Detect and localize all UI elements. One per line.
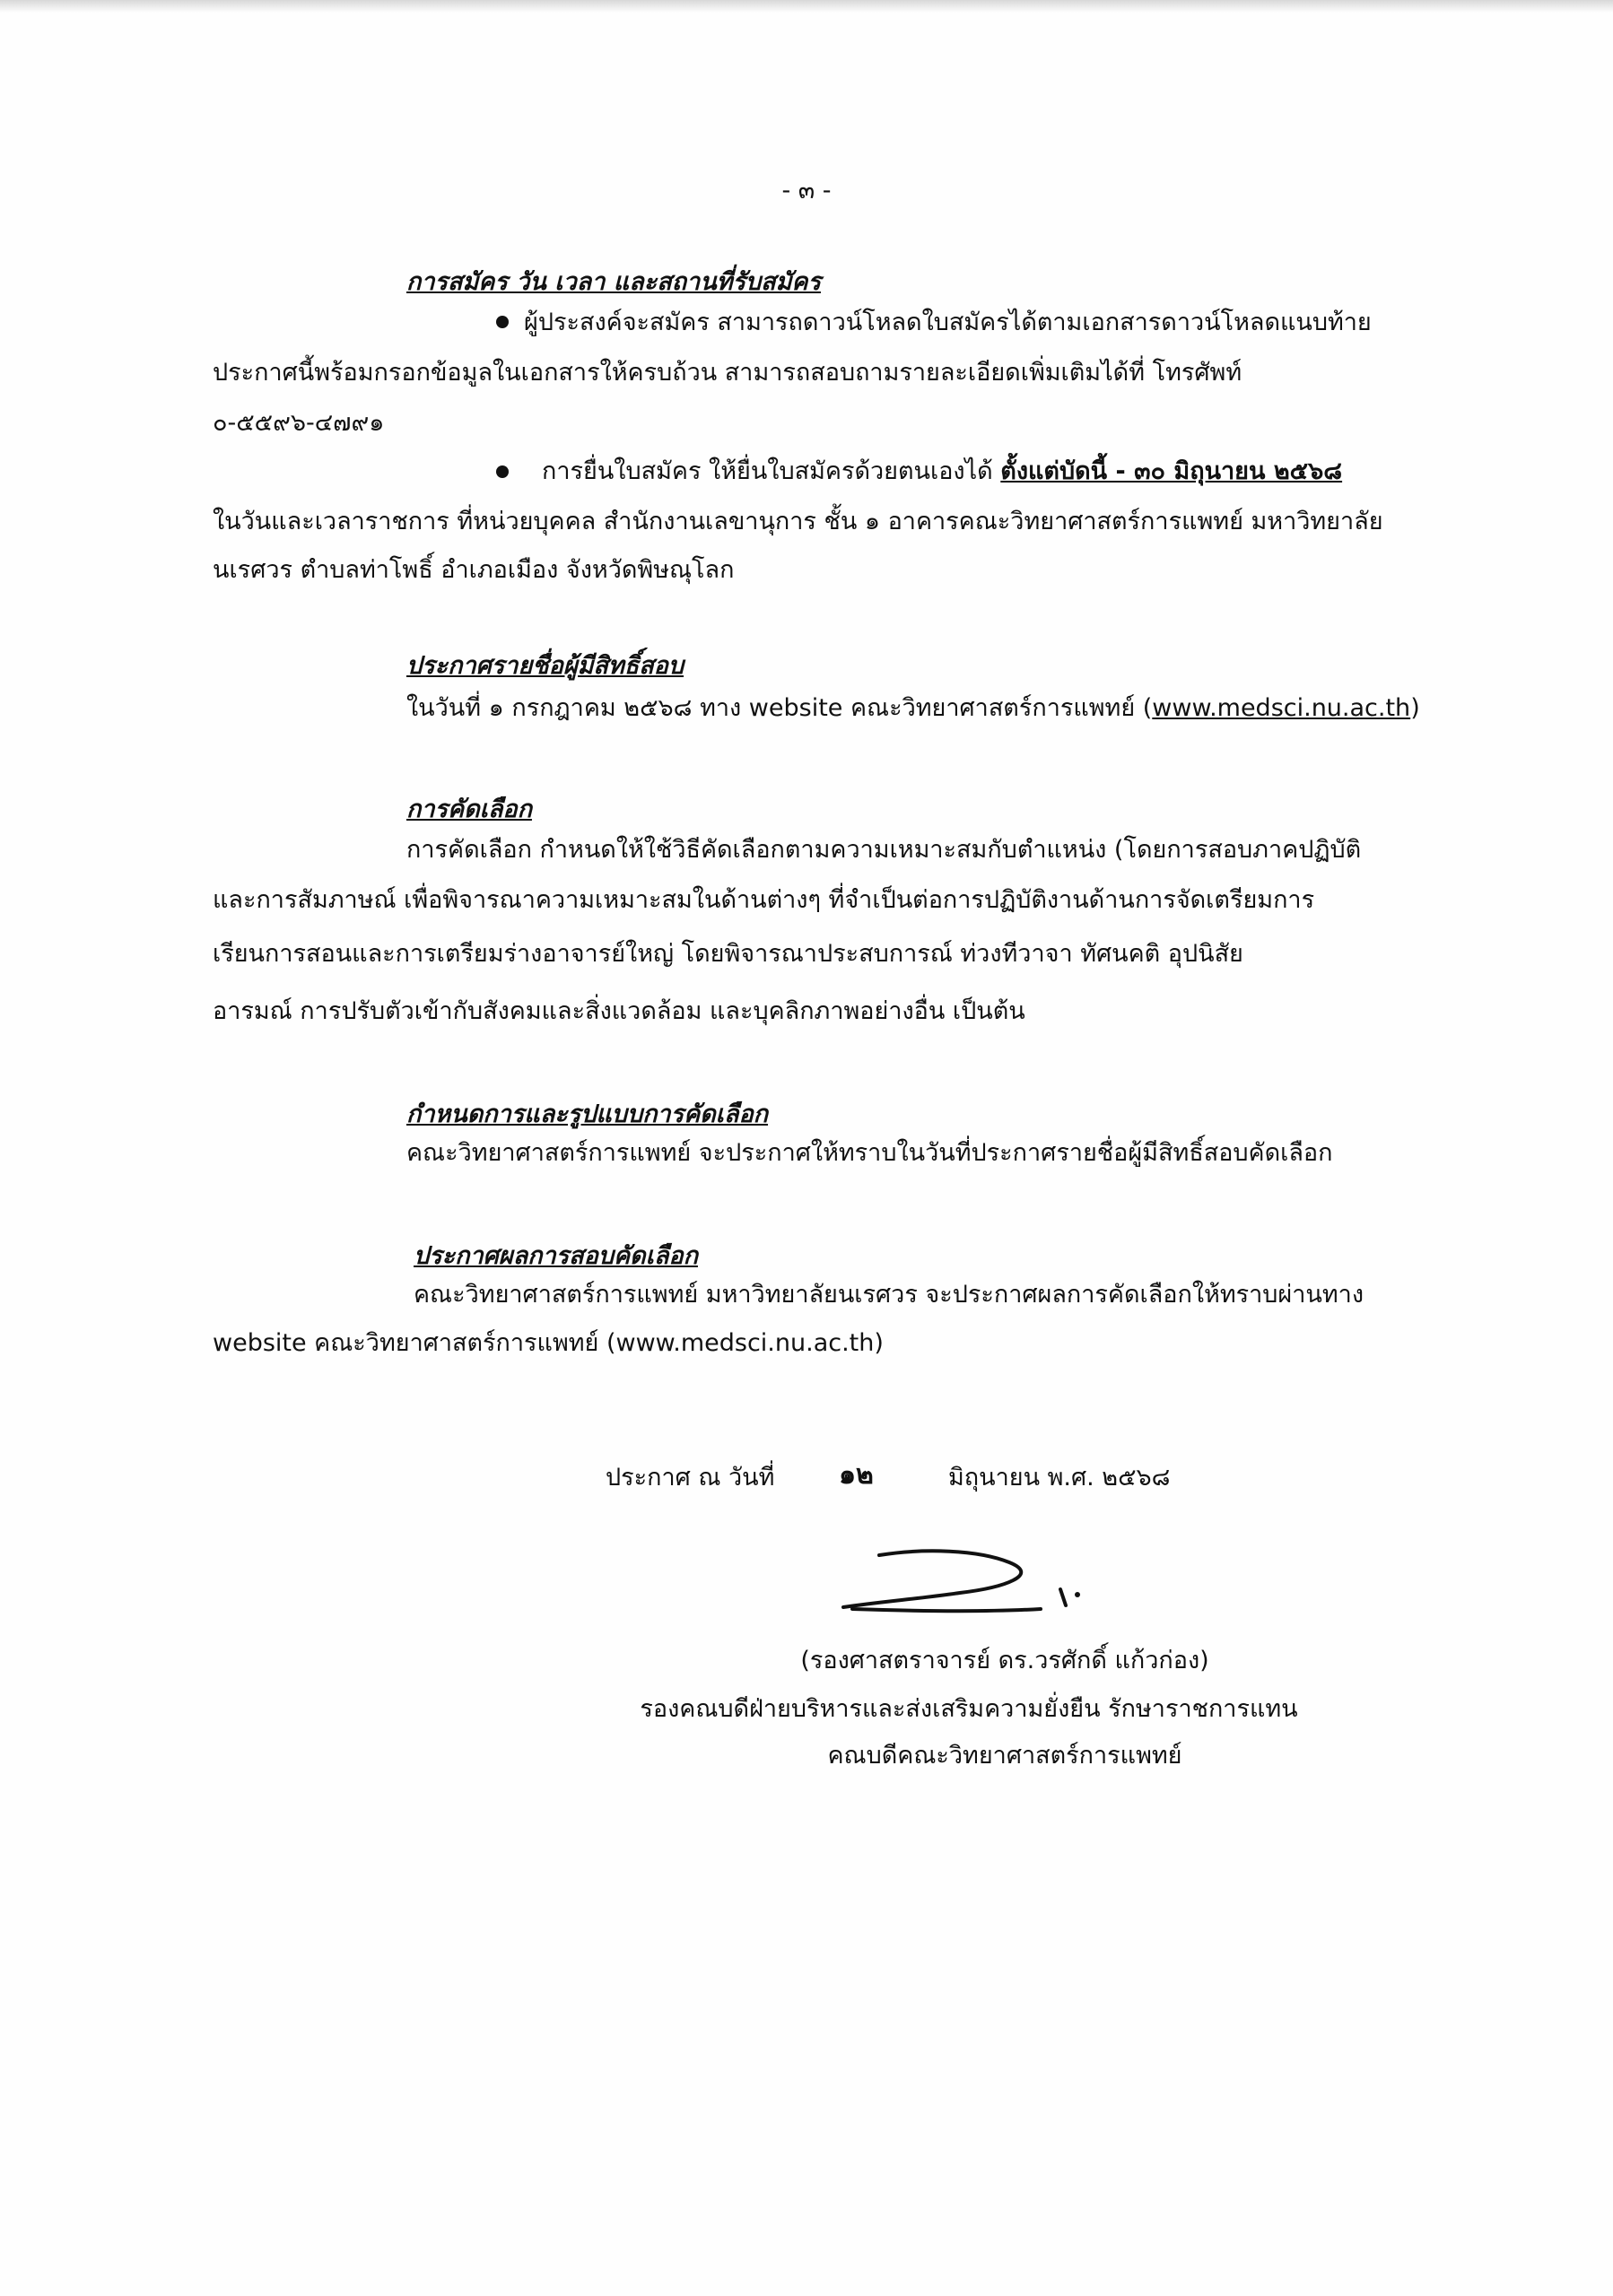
announcement-day: ๑๒ [839,1459,874,1491]
selection-line4: อารมณ์ การปรับตัวเข้ากับสังคมและสิ่งแวดล้อม และบุคลิกภาพอย่างอื่น เป็นต้น [213,997,1025,1025]
signature-image [825,1535,1112,1634]
heading-results: ประกาศผลการสอบคัดเลือก [414,1242,698,1270]
results-line1: คณะวิทยาศาสตร์การแพทย์ มหาวิทยาลัยนเรศวร จะประกาศผลการคัดเลือกให้ทราบผ่านทาง [414,1281,1364,1309]
heading-selection: การคัดเลือก [406,796,532,823]
application-deadline: ตั้งแต่บัดนี้ - ๓๐ มิถุนายน ๒๕๖๘ [1000,457,1343,485]
scan-shadow [0,0,1613,13]
signatory-title1: รองคณบดีฝ่ายบริหารและส่งเสริมความยั่งยืน รักษาราชการแทน [640,1695,1298,1723]
heading-schedule: กำหนดการและรูปแบบการคัดเลือก [406,1100,769,1128]
application-bullet2-line3: นเรศวร ตำบลท่าโพธิ์ อำเภอเมือง จังหวัดพิษณุโลก [213,556,735,584]
application-phone: ๐-๕๕๙๖-๔๗๙๑ [213,409,385,437]
selection-line3: เรียนการสอนและการเตรียมร่างอาจารย์ใหญ่ โดยพิจารณาประสบการณ์ ท่วงทีวาจา ทัศนคติ อุปนิสัย [213,940,1243,968]
schedule-line1: คณะวิทยาศาสตร์การแพทย์ จะประกาศให้ทราบในวันที่ประกาศรายชื่อผู้มีสิทธิ์สอบคัดเลือก [406,1139,1333,1167]
candidates-text-suffix: ) [1410,694,1420,722]
heading-application: การสมัคร วัน เวลา และสถานที่รับสมัคร [406,268,821,296]
application-bullet2-line2: ในวันและเวลาราชการ ที่หน่วยบุคคล สำนักงานเลขานุการ ชั้น ๑ อาคารคณะวิทยาศาสตร์การแพทย์ มหาวิทยาลัย [213,508,1383,535]
announcement-month-year: มิถุนายน พ.ศ. ๒๕๖๘ [948,1464,1171,1492]
application-bullet2-prefix: การยื่นใบสมัคร ให้ยื่นใบสมัครด้วยตนเองได้ [542,457,1001,485]
selection-line2: และการสัมภาษณ์ เพื่อพิจารณาความเหมาะสมในด้านต่างๆ ที่จำเป็นต่อการปฏิบัติงานด้านการจัดเตรียมการ [213,886,1315,914]
signatory-name: (รองศาสตราจารย์ ดร.วรศักดิ์ แก้วก่อง) [800,1647,1209,1674]
application-bullet1-line1: ผู้ประสงค์จะสมัคร สามารถดาวน์โหลดใบสมัครได้ตามเอกสารดาวน์โหลดแนบท้าย [524,309,1372,336]
medsci-link[interactable]: www.medsci.nu.ac.th [1152,694,1411,722]
application-bullet2-line1 [542,459,1342,483]
heading-candidates: ประกาศรายชื่อผู้มีสิทธิ์สอบ [406,652,684,680]
bullet-icon [496,465,509,478]
announcement-date-prefix: ประกาศ ณ วันที่ [606,1464,775,1492]
bullet-icon [496,316,509,328]
application-bullet1-line2: ประกาศนี้พร้อมกรอกข้อมูลในเอกสารให้ครบถ้วน สามารถสอบถามรายละเอียดเพิ่มเติมได้ที่ โทรศัพท์ [213,359,1242,387]
candidates-text [406,696,1420,720]
signatory-title2: คณบดีคณะวิทยาศาสตร์การแพทย์ [827,1742,1182,1770]
selection-line1: การคัดเลือก กำหนดให้ใช้วิธีคัดเลือกตามความเหมาะสมกับตำแหน่ง (โดยการสอบภาคปฏิบัติ [406,836,1362,864]
page-number: - ๓ - [781,177,832,204]
results-line2: website คณะวิทยาศาสตร์การแพทย์ (www.medsci.nu.ac.th) [213,1329,884,1357]
candidates-text-prefix: ในวันที่ ๑ กรกฎาคม ๒๕๖๘ ทาง website คณะวิทยาศาสตร์การแพทย์ ( [406,694,1153,722]
